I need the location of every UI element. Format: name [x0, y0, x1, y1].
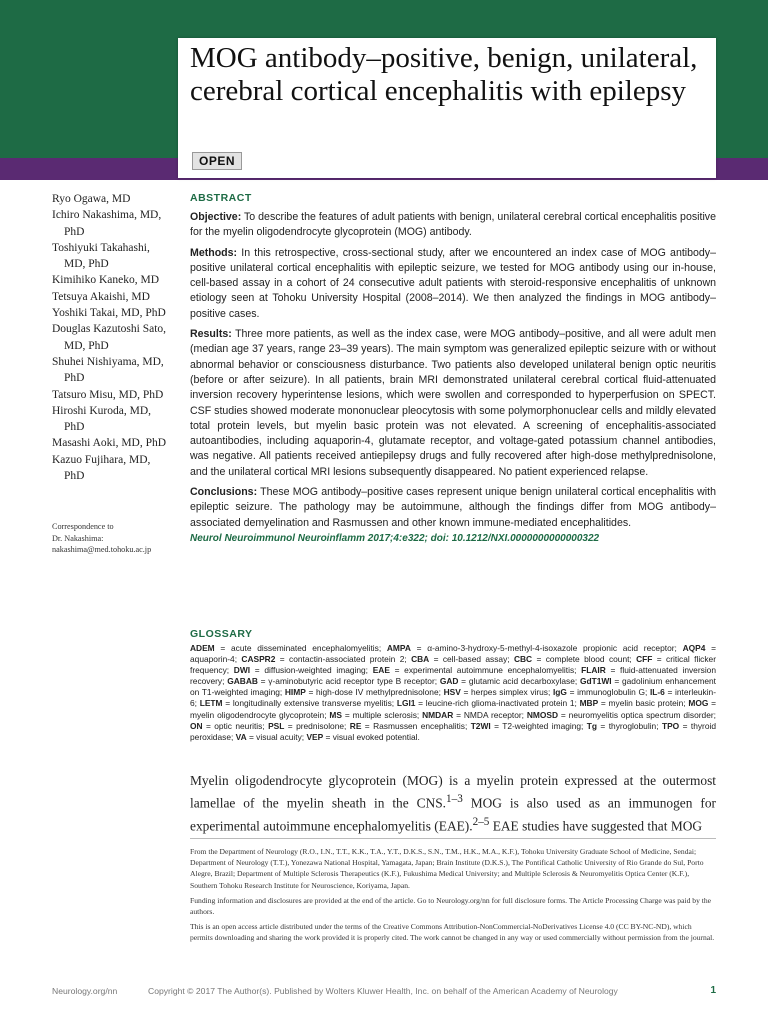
glossary-definition: = visual acuity;	[246, 731, 307, 742]
results-text: Three more patients, as well as the index case, were MOG antibody–positive, and all were adult men (median age 37 years, range 23–39 years). The main symptom was generalized epileptic seizure with or without abnormal behavior or consciousness disturbance. Two patients also developed unilateral benign optic neuritis (before or after seizure). In all patients, brain MRI demonstrated unilateral cerebral cortical fluid-attenuated inversion recovery hyperintense lesions, which were swollen and corresponded to hyperperfusion on SPECT. CSF studies showed moderate mononuclear pleocytosis with some polymorphonuclear cells and mildly elevated total protein levels, but myelin basic protein was not elevated. A screening of encephalitis-associated autoantibodies, including aquaporin-4, glutamate receptor, and voltage-gated potassium channel antibodies, was negative. All patients received antiepilepsy drugs and fully recovered after high-dose methylprednisolone, and the unilateral cortical MRI lesions subsequently disappeared. No patient experienced relapse.	[190, 328, 716, 478]
glossary-definition: = neuromyelitis optica spectrum disorder;	[558, 709, 716, 720]
glossary-entry	[440, 676, 580, 686]
glossary-entry	[514, 654, 636, 664]
glossary-entry	[190, 721, 268, 731]
glossary-entry	[471, 721, 587, 731]
author-item	[52, 289, 182, 305]
glossary-entry	[553, 687, 650, 697]
author-name: Hiroshi Kuroda, MD,	[52, 404, 152, 417]
glossary-entry	[527, 710, 716, 720]
glossary-definition: = immunoglobulin G;	[566, 687, 650, 698]
glossary-abbr: RE	[349, 720, 362, 731]
glossary-definition: = leucine-rich glioma-inactivated protein 1;	[415, 698, 580, 709]
author-item	[52, 435, 182, 451]
glossary-definition: = aquaporin-4;	[190, 643, 716, 665]
glossary-entry	[200, 698, 397, 708]
correspondence-name: Dr. Nakashima:	[52, 533, 104, 543]
correspondence-label: Correspondence to	[52, 522, 114, 531]
glossary-definition: = myelin basic protein;	[598, 698, 689, 709]
glossary-abbr: AQP4	[682, 643, 706, 653]
abstract-heading: ABSTRACT	[190, 192, 252, 204]
correspondence-note	[52, 521, 182, 556]
glossary-entry	[422, 710, 527, 720]
objective-text: To describe the features of adult patients with benign, unilateral cerebral cortical encephalitis positive for the myelin oligodendrocyte glycoprotein (MOG) antibody.	[190, 211, 716, 239]
glossary-definition: = T2-weighted imaging;	[490, 720, 587, 731]
author-item	[52, 354, 182, 387]
author-name: Ryo Ogawa, MD	[52, 193, 131, 205]
glossary-definition: = critical flicker frequency;	[190, 654, 716, 676]
glossary-entry	[444, 687, 553, 697]
glossary-entry	[234, 665, 373, 675]
glossary-abbr: MS	[329, 709, 342, 720]
glossary-abbr: CFF	[636, 654, 653, 665]
glossary-entry	[411, 654, 514, 664]
glossary-abbr: ON	[190, 720, 203, 731]
glossary-abbr: AMPA	[386, 643, 411, 653]
glossary-abbr: CBA	[411, 654, 430, 665]
glossary-abbr: CASPR2	[241, 654, 276, 665]
glossary-abbr: LGI1	[396, 698, 416, 709]
glossary-abbr: CBC	[513, 654, 533, 665]
glossary-definition: = thyroid peroxidase;	[190, 720, 717, 742]
glossary-definition: = prednisolone;	[284, 720, 350, 731]
abstract-results	[190, 327, 716, 480]
author-name: Kazuo Fujihara, MD,	[52, 453, 151, 466]
author-name: Ichiro Nakashima, MD,	[52, 209, 162, 222]
author-item	[52, 272, 182, 288]
glossary-abbr: T2WI	[470, 720, 491, 731]
glossary-abbr: IgG	[552, 687, 567, 698]
correspondence-email[interactable]: nakashima@med.tohoku.ac.jp	[52, 545, 152, 554]
glossary-entry	[241, 654, 411, 664]
glossary-definition: = complete blood count;	[532, 654, 637, 665]
author-item	[52, 403, 182, 436]
glossary-abbr: LETM	[199, 698, 223, 709]
glossary-abbr: TPO	[661, 720, 680, 731]
glossary-abbr: VA	[235, 731, 247, 742]
author-name: Masashi Aoki, MD, PhD	[52, 437, 167, 450]
abstract-objective	[190, 210, 716, 241]
author-name: Toshiyuki Takahashi,	[52, 241, 150, 254]
affiliation-departments: From the Department of Neurology (R.O., I.N., T.T., K.K., T.A., Y.T., D.K.S., S.N., T.M., H.K., M.A., K.F.), Tohoku University Graduate School of Medicine, Sendai; Department of Neurology (T.T.), Yonezawa National Hospital, Yamagata, Japan; Brain Institute (D.K.S.), The Pontifical Catholic University of Rio Grande do Sul, Porto Alegre, Brazil; Department of Multiple Sclerosis Therapeutics (K.F.), Fukushima Medical University; and Multiple Sclerosis & Neuromyelitis Optica Center (K.F.), Southern Tohoku Research Institute for Neuroscience, Koriyama, Japan.	[190, 847, 704, 890]
conclusions-text: These MOG antibody–positive cases represent unique benign unilateral cortical encephalitis with epileptic seizure. The pathology may be autoimmune, although the findings differ from MOG antibody–associated demyelination and Rasmussen and other known immune-mediated encephalitides.	[190, 486, 716, 529]
author-name: Tetsuya Akaishi, MD	[52, 290, 150, 303]
glossary-definition: = α-amino-3-hydroxy-5-methyl-4-isoxazole propionic acid receptor;	[410, 643, 683, 653]
glossary-entry	[387, 643, 683, 653]
glossary-entry	[190, 643, 387, 653]
glossary-abbr: PSL	[268, 720, 285, 731]
abstract-body	[190, 210, 716, 551]
glossary-abbr: VEP	[306, 731, 324, 742]
glossary-definition: = interleukin-6;	[190, 687, 716, 709]
glossary-abbr: GAD	[439, 676, 459, 687]
glossary-list	[190, 643, 716, 743]
glossary-definition: = optic neuritis;	[202, 720, 269, 731]
glossary-abbr: HIMP	[284, 687, 306, 698]
glossary-definition: = glutamic acid decarboxylase;	[458, 676, 580, 687]
abstract-methods	[190, 246, 716, 322]
glossary-entry	[227, 676, 440, 686]
glossary-definition: = γ-aminobutyric acid receptor type B receptor;	[257, 676, 440, 687]
glossary-entry	[580, 698, 689, 708]
glossary-definition: = myelin oligodendrocyte glycoprotein;	[190, 698, 716, 720]
abstract-conclusions	[190, 485, 716, 546]
author-item	[52, 240, 182, 273]
author-item	[52, 305, 182, 321]
license-note: This is an open access article distributed under the terms of the Creative Commons Attribution-NonCommercial-NoDerivatives License 4.0 (CC BY-NC-ND), which permits downloading and sharing the work provided it is properly cited. The work cannot be changed in any way or used commercially without permission from the journal.	[190, 922, 715, 943]
glossary-abbr: NMDAR	[422, 709, 454, 720]
glossary-definition: = experimental autoimmune encephalomyelitis;	[389, 665, 582, 676]
glossary-definition: = high-dose IV methylprednisolone;	[305, 687, 444, 698]
author-item	[52, 191, 182, 207]
footer-site-link[interactable]: Neurology.org/nn	[52, 986, 118, 996]
open-access-badge: OPEN	[192, 152, 242, 170]
glossary-abbr: Tg	[586, 720, 598, 731]
funding-note: Funding information and disclosures are provided at the end of the article. Go to Neurology.org/nn for full disclosure forms. The Article Processing Charge was paid by the authors.	[190, 895, 712, 917]
footer-copyright: Copyright © 2017 The Author(s). Published by Wolters Kluwer Health, Inc. on behalf of the American Academy of Neurology	[148, 986, 618, 996]
author-list	[52, 191, 182, 484]
author-degree: PhD	[64, 225, 85, 238]
objective-label: Objective:	[190, 211, 242, 223]
glossary-entry	[587, 721, 662, 731]
results-label: Results:	[190, 328, 232, 341]
author-item	[52, 387, 182, 403]
glossary-abbr: GABAB	[227, 676, 258, 687]
author-name: Shuhei Nishiyama, MD,	[52, 355, 164, 368]
glossary-entry	[268, 721, 350, 731]
glossary-definition: = gadolinium enhancement on T1-weighted imaging;	[190, 676, 716, 698]
glossary-definition: = acute disseminated encephalomyelitis;	[214, 643, 387, 653]
methods-text: In this retrospective, cross-sectional study, after we encountered an index case of MOG antibody–positive unilateral cortical encephalitis with epileptic seizure, we tested for MOG antibody using our in-house, cell-based assay in a cohort of 24 consecutive adult patients with steroid-responsive encephalitis of unknown etiology seen at Tohoku University Hospital (2008–2014). We then analyzed the findings in MOG antibody–positive cases.	[190, 246, 716, 320]
glossary-abbr: MOG	[688, 698, 709, 709]
footnote-divider	[190, 838, 716, 839]
glossary-entry	[306, 732, 419, 742]
author-degree: PhD	[64, 421, 85, 434]
author-degree: MD, PhD	[64, 339, 109, 352]
author-item	[52, 321, 182, 354]
glossary-definition: = fluid-attenuated inversion recovery;	[190, 665, 716, 687]
glossary-definition: = visual evoked potential.	[323, 731, 420, 742]
glossary-entry	[236, 732, 307, 742]
glossary-definition: = diffusion-weighted imaging;	[250, 665, 373, 676]
glossary-entry	[329, 710, 422, 720]
reference-superscript[interactable]: 2–5	[472, 816, 490, 829]
glossary-definition: = NMDA receptor;	[453, 709, 527, 720]
glossary-definition: = Rasmussen encephalitis;	[361, 720, 471, 731]
author-name: Douglas Kazutoshi Sato,	[52, 323, 167, 336]
glossary-abbr: NMOSD	[526, 709, 559, 720]
glossary-entry	[285, 687, 444, 697]
author-degree: MD, PhD	[64, 258, 109, 271]
glossary-entry	[373, 665, 581, 675]
methods-label: Methods:	[190, 246, 238, 259]
author-item	[52, 207, 182, 240]
author-name: Tatsuro Misu, MD, PhD	[52, 388, 164, 401]
glossary-definition: = longitudinally extensive transverse myelitis;	[222, 698, 397, 709]
glossary-abbr: EAE	[372, 665, 390, 676]
glossary-abbr: DWI	[233, 665, 251, 676]
glossary-definition: = multiple sclerosis;	[341, 709, 423, 720]
glossary-definition: = contactin-associated protein 2;	[275, 654, 412, 665]
body-paragraph	[190, 771, 716, 836]
glossary-definition: = cell-based assay;	[429, 654, 514, 665]
page-number: 1	[710, 985, 716, 996]
glossary-abbr: MBP	[579, 698, 599, 709]
body-text-a: Myelin oligodendrocyte glycoprotein (MOG) is a myelin protein expressed at the outermost lamellae of the myelin sheath in the CNS.	[190, 773, 716, 811]
glossary-definition: = thyroglobulin;	[597, 720, 662, 731]
article-title: MOG antibody–positive, benign, unilateral, cerebral cortical encephalitis with epilepsy	[190, 42, 698, 107]
glossary-entry	[397, 698, 580, 708]
author-name: Kimihiko Kaneko, MD	[52, 274, 160, 287]
affiliations-block	[190, 846, 716, 948]
glossary-definition: = herpes simplex virus;	[460, 687, 553, 698]
author-item	[52, 452, 182, 485]
glossary-abbr: HSV	[443, 687, 461, 698]
glossary-abbr: ADEM	[190, 643, 215, 653]
citation-link[interactable]: Neurol Neuroimmunol Neuroinflamm 2017;4:e322; doi: 10.1212/NXI.0000000000000322	[190, 532, 600, 544]
body-text-c: EAE studies have suggested that MOG	[489, 818, 703, 834]
glossary-entry	[350, 721, 471, 731]
glossary-heading: GLOSSARY	[190, 628, 253, 640]
glossary-abbr: FLAIR	[581, 665, 606, 676]
author-degree: PhD	[64, 372, 85, 385]
author-degree: PhD	[64, 470, 85, 483]
body-text-b: MOG is also used as an immunogen for experimental autoimmune encephalomyelitis (EAE).	[190, 795, 716, 834]
glossary-abbr: IL-6	[649, 687, 665, 698]
author-name: Yoshiki Takai, MD, PhD	[52, 307, 166, 320]
reference-superscript[interactable]: 1–3	[446, 793, 463, 806]
glossary-abbr: GdT1WI	[579, 676, 612, 687]
conclusions-label: Conclusions:	[190, 486, 258, 499]
